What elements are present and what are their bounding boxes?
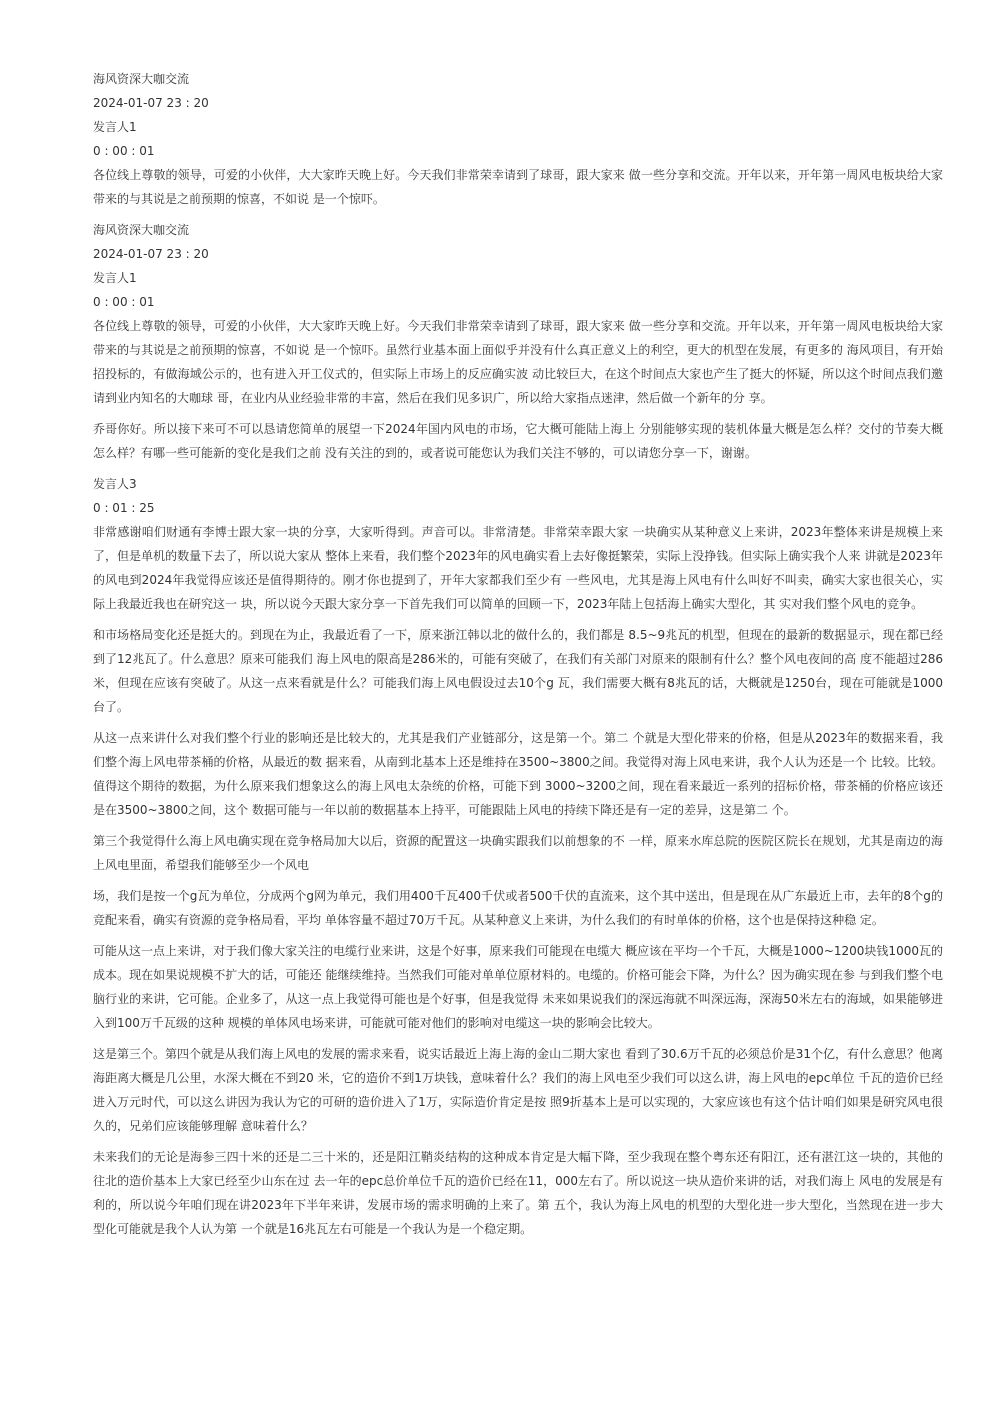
transcript-paragraph: 和市场格局变化还是挺大的。到现在为止，我最近看了一下，原来浙江韩以北的做什么的，我们都是 8.5~9兆瓦的机型，但现在的最新的数据显示，现在都已经到了12兆瓦了。什么意思？原来可能我们 海上风电的限高是286米的，可能有突破了，在我们有关部门对原来的限制有什么？整个风电夜间的高 度不能超过286米，但现在应该有突破了。从这一点来看就是什么？可能我们海上风电假设过去10个g 瓦，我们需要大概有8兆瓦的话，大概就是1250台，现在可能就是1000台了。 bbox=[93, 628, 943, 714]
transcript-block-3 bbox=[93, 472, 943, 1241]
document-datetime: 2024-01-07 23 : 20 bbox=[93, 247, 209, 261]
transcript-paragraph: 第三个我觉得什么海上风电确实现在竞争格局加大以后，资源的配置这一块确实跟我们以前想象的不 一样，原来水库总院的医院区院长在规划，尤其是南边的海上风电里面，希望我们能够至少一个风电 bbox=[93, 834, 943, 872]
transcript-paragraph: 场，我们是按一个g瓦为单位，分成两个g网为单元，我们用400千瓦400千伏或者500千伏的直流来，这个其中送出，但是现在从广东最近上市，去年的8个g的竞配来看，确实有资源的竞争格局看，平均 单体容量不超过70万千瓦。从某种意义上来讲，为什么我们的有时单体的价格，这个也是保持这种稳 定。 bbox=[93, 889, 943, 927]
transcript-paragraph: 各位线上尊敬的领导，可爱的小伙伴，大大家昨天晚上好。今天我们非常荣幸请到了球哥，跟大家来 做一些分享和交流。开年以来，开年第一周风电板块给大家带来的与其说是之前预期的惊喜，不如说 是一个惊吓。 bbox=[93, 168, 943, 206]
speaker-timestamp: 0 : 00 : 01 bbox=[93, 295, 155, 309]
speaker-timestamp: 0 : 00 : 01 bbox=[93, 144, 155, 158]
speaker-label: 发言人3 bbox=[93, 477, 137, 491]
transcript-paragraph: 非常感谢咱们财通有李博士跟大家一块的分享，大家听得到。声音可以。非常清楚。非常荣幸跟大家 一块确实从某种意义上来讲，2023年整体来讲是规模上来了，但是单机的数量下去了，所以说大家从 整体上来看，我们整个2023年的风电确实看上去好像挺繁荣，实际上没挣钱。但实际上确实我个人来 讲就是2023年的风电到2024年我觉得应该还是值得期待的。刚才你也提到了，开年大家都我们至少有 一些风电，尤其是海上风电有什么叫好不叫卖，确实大家也很关心，实际上我最近我也在研究这一 块，所以说今天跟大家分享一下首先我们可以简单的回顾一下，2023年陆上包括海上确实大型化，其 实对我们整个风电的竞争。 bbox=[93, 525, 943, 611]
document-datetime: 2024-01-07 23 : 20 bbox=[93, 96, 209, 110]
transcript-paragraph: 从这一点来讲什么对我们整个行业的影响还是比较大的，尤其是我们产业链部分，这是第一个。第二 个就是大型化带来的价格，但是从2023年的数据来看，我们整个海上风电带茶桶的价格，从最近的数 据来看，从南到北基本上还是维持在3500~3800之间。我觉得对海上风电来讲，我个人认为还是一个 比较。比较。值得这个期待的数据，为什么原来我们想象这么的海上风电太杂统的价格，可能下到 3000~3200之间，现在看来最近一系列的招标价格，带茶桶的价格应该还是在3500~3800之间，这个 数据可能与一年以前的数据基本上持平，可能跟陆上风电的持续下降还是有一定的差异，这是第二 个。 bbox=[93, 731, 943, 817]
transcript-block-1 bbox=[93, 67, 943, 211]
speaker-label: 发言人1 bbox=[93, 271, 137, 285]
transcript-block-2 bbox=[93, 218, 943, 465]
transcript-paragraph: 各位线上尊敬的领导，可爱的小伙伴，大大家昨天晚上好。今天我们非常荣幸请到了球哥，跟大家来 做一些分享和交流。开年以来，开年第一周风电板块给大家带来的与其说是之前预期的惊喜，不如说 是一个惊吓。虽然行业基本面上面似乎并没有什么真正意义上的利空，更大的机型在发展，有更多的 海风项目，有开始招投标的，有做海域公示的，也有进入开工仪式的，但实际上市场上的反应确实波 动比较巨大，在这个时间点大家也产生了挺大的怀疑，所以这个时间点我们邀请到业内知名的大咖球 哥，在业内从业经验非常的丰富，然后在我们见多识广，所以给大家指点迷津，然后做一个新年的分 享。 bbox=[93, 319, 943, 405]
transcript-paragraph: 可能从这一点上来讲，对于我们像大家关注的电缆行业来讲，这是个好事，原来我们可能现在电缆大 概应该在平均一个千瓦，大概是1000~1200块钱1000瓦的成本。现在如果说规模不扩大的话，可能还 能继续维持。当然我们可能对单单位原材料的。电缆的。价格可能会下降，为什么？因为确实现在参 与到我们整个电脑行业的来讲，它可能。企业多了，从这一点上我觉得可能也是个好事，但是我觉得 未来如果说我们的深远海就不叫深远海，深海50米左右的海域，如果能够进入到100万千瓦级的这种 规模的单体风电场来讲，可能就可能对他们的影响对电缆这一块的影响会比较大。 bbox=[93, 944, 943, 1030]
transcript-paragraph: 乔哥你好。所以接下来可不可以恳请您简单的展望一下2024年国内风电的市场，它大概可能陆上海上 分别能够实现的装机体量大概是怎么样？交付的节奏大概怎么样？有哪一些可能新的变化是我们之前 没有关注的到的，或者说可能您认为我们关注不够的，可以请您分享一下，谢谢。 bbox=[93, 422, 943, 460]
transcript-paragraph: 未来我们的无论是海参三四十米的还是二三十米的，还是阳江鞘炎结构的这种成本肯定是大幅下降，至少我现在整个粤东还有阳江，还有湛江这一块的，其他的往北的造价基本上大家已经至少山东在过 去一年的epc总价单位千瓦的造价已经在11，000左右了。所以说这一块从造价来讲的话，对我们海上 风电的发展是有利的，所以说今年咱们现在讲2023年下半年来讲，发展市场的需求明确的上来了。第 五个，我认为海上风电的机型的大型化进一步大型化，当然现在进一步大型化可能就是我个人认为第 一个就是16兆瓦左右可能是一个我认为是一个稳定期。 bbox=[93, 1150, 943, 1236]
document-title: 海风资深大咖交流 bbox=[93, 72, 190, 86]
speaker-label: 发言人1 bbox=[93, 120, 137, 134]
speaker-timestamp: 0 : 01 : 25 bbox=[93, 501, 155, 515]
transcript-paragraph: 这是第三个。第四个就是从我们海上风电的发展的需求来看，说实话最近上海上海的金山二期大家也 看到了30.6万千瓦的必须总价是31个亿，有什么意思？他离海距离大概是几公里，水深大概在不到20 米，它的造价不到1万块钱，意味着什么？我们的海上风电至少我们可以这么讲，海上风电的epc单位 千瓦的造价已经进入万元时代，可以这么讲因为我认为它的可研的造价进入了1万，实际造价肯定是按 照9折基本上是可以实现的，大家应该也有这个估计咱们如果是研究风电很久的，兄弟们应该能够理解 意味着什么？ bbox=[93, 1047, 943, 1133]
document-title: 海风资深大咖交流 bbox=[93, 223, 190, 237]
document-page bbox=[93, 67, 943, 1248]
